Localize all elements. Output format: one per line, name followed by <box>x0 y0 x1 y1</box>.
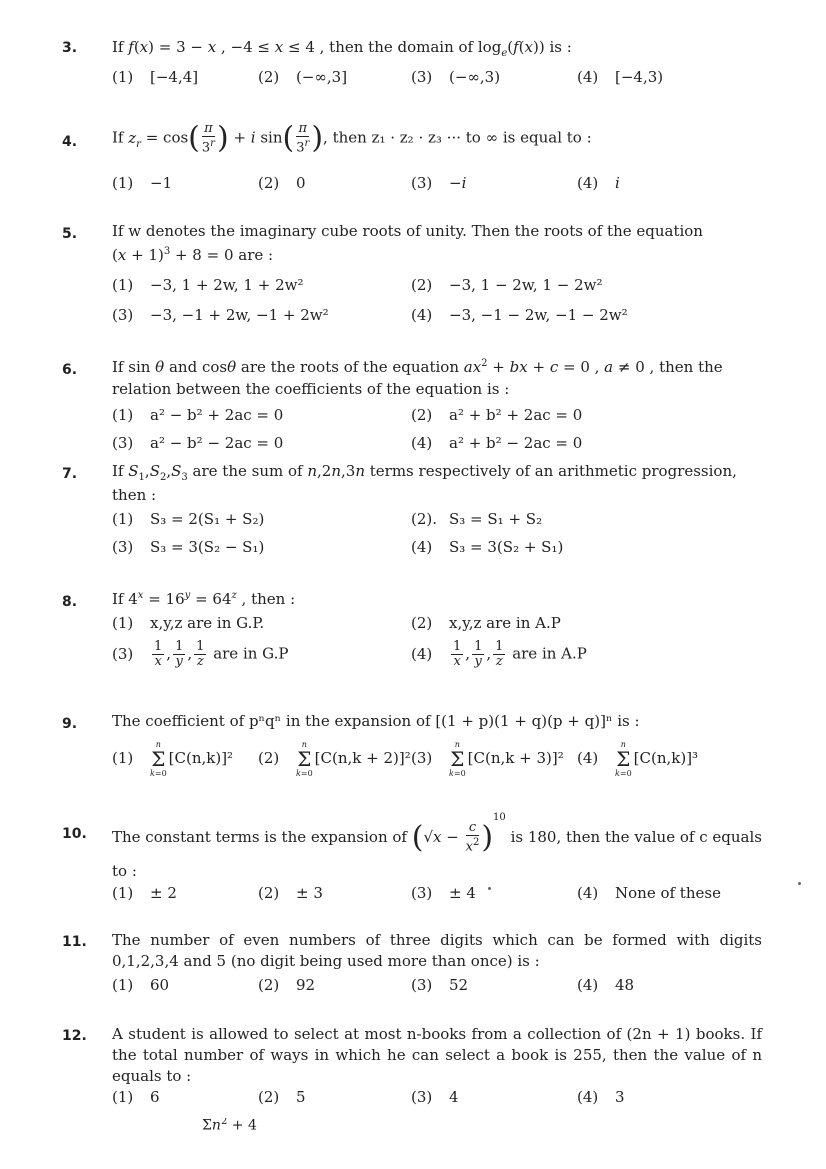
option-4[interactable]: (4) $\frac{1}{x}$ , $\frac{1}{y}$ , $\frac{1}{z}$ are in A.P <box>411 639 587 669</box>
option-2[interactable]: (2) x,y,z are in A.P <box>411 614 561 632</box>
option-3[interactable]: (3) (−∞,3) <box>411 68 501 86</box>
question-text: The coefficient of pⁿqⁿ in the expansion of [(1 + p)(1 + q)(p + q)]ⁿ is : <box>112 712 640 730</box>
question-number: 9. <box>62 716 78 732</box>
option-4[interactable]: (4) S₃ = 3(S₂ + S₁) <box>411 538 564 556</box>
option-1[interactable]: (1) S₃ = 2(S₁ + S₂) <box>112 510 265 528</box>
option-1[interactable]: (1) 6 <box>112 1088 160 1106</box>
option-2[interactable]: (2) 0 <box>258 174 306 192</box>
option-3[interactable]: (3) a² − b² − 2ac = 0 <box>112 434 284 452</box>
question-number: 8. <box>62 594 78 610</box>
option-4[interactable]: (4) 3 <box>577 1088 625 1106</box>
option-3[interactable]: (3) n Σ k=0 [C(n,k + 3)]² <box>411 740 564 778</box>
question-text: If $4^x = 16^y = 64^z$ , then : <box>112 590 296 608</box>
option-1[interactable]: (1) a² − b² + 2ac = 0 <box>112 406 284 424</box>
option-3[interactable]: (3) 4 <box>411 1088 459 1106</box>
option-3[interactable]: (3) $\frac{1}{x}$ , $\frac{1}{y}$ , $\frac{1}{z}$ are in G.P <box>112 639 289 669</box>
cut-off-next-question <box>62 1118 762 1132</box>
question-number: 5. <box>62 226 78 242</box>
question-text-line2: relation between the coefficients of the equation is : <box>112 380 510 398</box>
option-2[interactable]: (2) 92 <box>258 976 316 994</box>
question-text-tail: , then z₁ · z₂ · z₃ ··· to ∞ is equal to : <box>323 128 592 147</box>
question-number: 10. <box>62 826 87 842</box>
cut-off-formula: $\Sigma n^2 + 4$ <box>202 1118 257 1132</box>
question-text: A student is allowed to select at most n-books from a collection of (2n + 1) books. If the total number of ways in which he can select a book is 255, then the value of n equals to : <box>112 1025 762 1085</box>
question-number: 12. <box>62 1028 87 1044</box>
question-text: If $z_r = \cos$( $\frac{\pi}{3^r}$ ) + i sin( $\frac{\pi}{3^r}$ ), then z₁ · z₂ · z₃ ··· to ∞ is equal to : <box>112 120 592 156</box>
option-4[interactable]: (4) a² + b² − 2ac = 0 <box>411 434 583 452</box>
question-number: 3. <box>62 40 78 56</box>
question-text: The constant terms is the expansion of (√x − $\frac{c}{x^2}$ )$^{10}$ is 180, then the value of c equals <box>112 812 762 855</box>
option-2[interactable]: (2) −3, 1 − 2w, 1 − 2w² <box>411 276 603 294</box>
option-2[interactable]: (2) (−∞,3] <box>258 68 348 86</box>
option-4[interactable]: (4) 48 <box>577 976 635 994</box>
option-2[interactable]: (2). S₃ = S₁ + S₂ <box>411 510 543 528</box>
option-4[interactable]: (4) −3, −1 − 2w, −1 − 2w² <box>411 306 628 324</box>
question-text-line2: to : <box>112 862 137 880</box>
question-text: If $S_1,S_2,S_3$ are the sum of n,2n,3n terms respectively of an arithmetic progression, <box>112 462 737 483</box>
option-3[interactable]: (3) −3, −1 + 2w, −1 + 2w² <box>112 306 329 324</box>
question-text: The number of even numbers of three digits which can be formed with digits 0,1,2,3,4 and 5 (no digit being used more than once) is : <box>112 931 762 970</box>
option-1[interactable]: (1) −1 <box>112 174 173 192</box>
option-4[interactable]: (4) [−4,3) <box>577 68 664 86</box>
question-number: 4. <box>62 134 78 150</box>
option-4[interactable]: (4) n Σ k=0 [C(n,k)]³ <box>577 740 699 778</box>
option-2[interactable]: (2) ± 3 <box>258 884 323 902</box>
option-1[interactable]: (1) [−4,4] <box>112 68 199 86</box>
question-text: If w denotes the imaginary cube roots of unity. Then the roots of the equation <box>112 222 703 240</box>
question-equation: $(x + 1)^3 + 8 = 0$ are : <box>112 246 274 264</box>
option-2[interactable]: (2) a² + b² + 2ac = 0 <box>411 406 583 424</box>
option-1[interactable]: (1) n Σ k=0 [C(n,k)]² <box>112 740 234 778</box>
question-text: If sin θ and cosθ are the roots of the equation $ax^2$ + bx + c = 0 , a ≠ 0 , then the <box>112 358 723 376</box>
question-number: 7. <box>62 466 78 482</box>
option-3[interactable]: (3) S₃ = 3(S₂ − S₁) <box>112 538 265 556</box>
question-text: If f(x) = 3 − x , −4 ≤ x ≤ 4 , then the domain of $\log_e(f(x))$ is : <box>112 38 572 59</box>
option-2[interactable]: (2) 5 <box>258 1088 306 1106</box>
option-1[interactable]: (1) 60 <box>112 976 170 994</box>
scan-speck <box>488 887 491 890</box>
question-number: 6. <box>62 362 78 378</box>
option-3[interactable]: (3) ± 4 <box>411 884 476 902</box>
option-3[interactable]: (3) −i <box>411 174 467 192</box>
option-3[interactable]: (3) 52 <box>411 976 469 994</box>
option-1[interactable]: (1) −3, 1 + 2w, 1 + 2w² <box>112 276 304 294</box>
option-2[interactable]: (2) n Σ k=0 [C(n,k + 2)]² <box>258 740 411 778</box>
option-4[interactable]: (4) None of these <box>577 884 721 902</box>
option-1[interactable]: (1) x,y,z are in G.P. <box>112 614 265 632</box>
question-text-line2: then : <box>112 486 157 504</box>
question-number: 11. <box>62 934 87 950</box>
scan-speck <box>798 882 801 885</box>
option-4[interactable]: (4) i <box>577 174 620 192</box>
option-1[interactable]: (1) ± 2 <box>112 884 177 902</box>
